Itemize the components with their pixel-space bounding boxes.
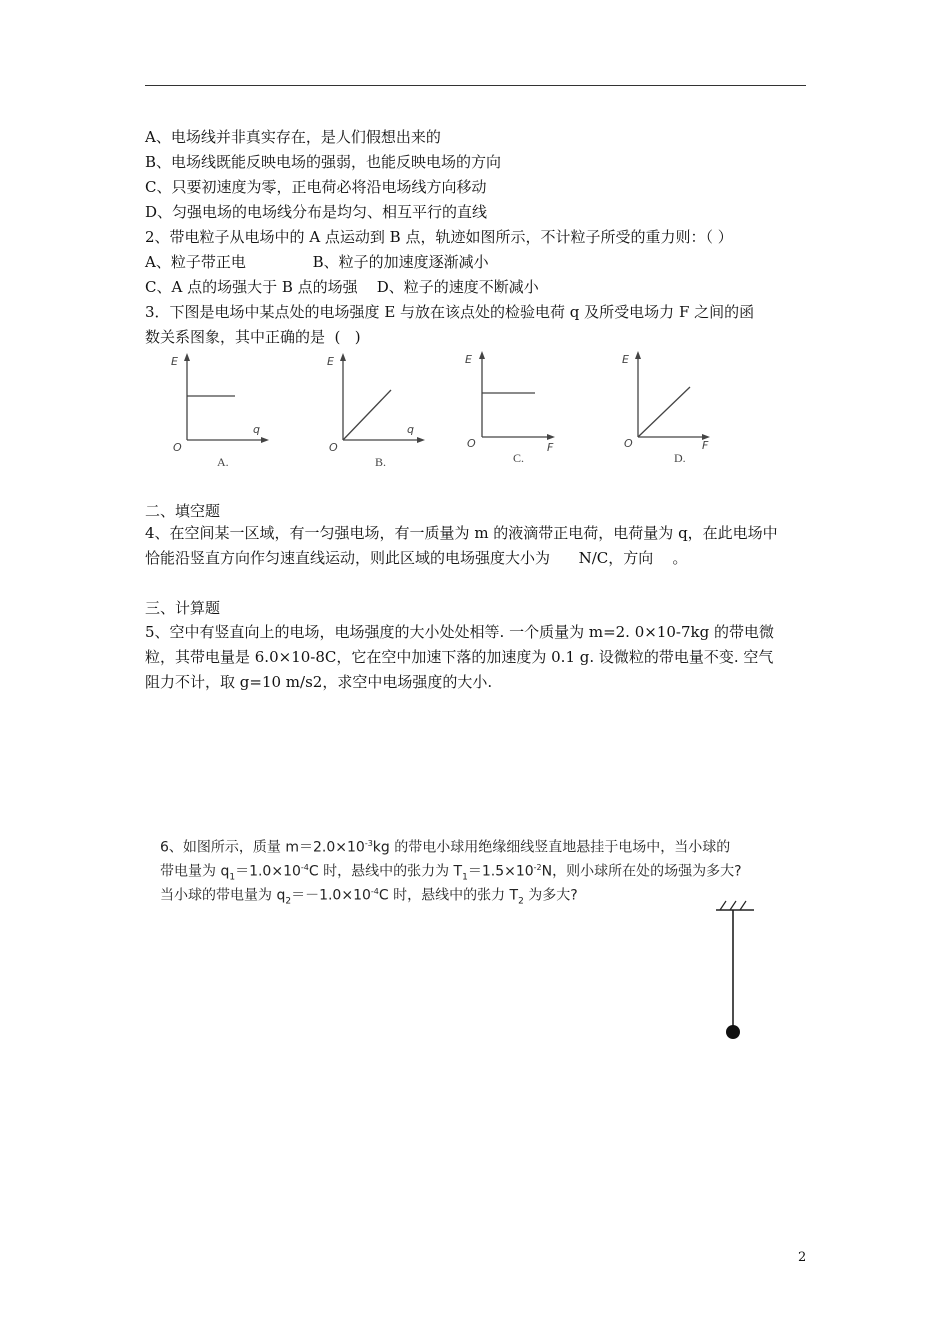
graph-a bbox=[165, 345, 285, 475]
graph-c bbox=[465, 345, 585, 475]
graph-b-xlabel: q bbox=[407, 423, 414, 436]
q2-stem: 2、带电粒子从电场中的 A 点运动到 B 点，轨迹如图所示，不计粒子所受的重力则：（ ） bbox=[145, 228, 733, 246]
charged-ball bbox=[726, 1025, 740, 1039]
q4-text bbox=[145, 521, 810, 571]
ceiling-hatch bbox=[730, 901, 736, 910]
q1-option-d: D、匀强电场的电场线分布是均匀、相互平行的直线 bbox=[145, 203, 488, 221]
graph-d-xlabel: F bbox=[702, 439, 709, 452]
graph-b-ylabel: E bbox=[327, 355, 334, 368]
q3-stem-line1: 3．下图是电场中某点处的电场强度 E 与放在该点处的检验电荷 q 及所受电场力 F 之间的函 bbox=[145, 303, 755, 321]
graph-b-caption: B. bbox=[375, 455, 387, 469]
section-fill-in-title: 二、填空题 bbox=[145, 502, 221, 520]
q5-line2: 粒，其带电量是 6.0×10-8C，它在空中加速下落的加速度为 0.1 g. 设微粒的带电量不变. 空气 bbox=[145, 648, 774, 666]
graph-b-curve bbox=[343, 390, 391, 440]
page-number: 2 bbox=[798, 1250, 807, 1265]
q1-option-c: C、只要初速度为零，正电荷必将沿电场线方向移动 bbox=[145, 178, 487, 196]
header-rule bbox=[145, 85, 806, 86]
graph-a-origin: O bbox=[173, 441, 182, 454]
graph-c-ylabel: E bbox=[465, 353, 472, 366]
q5-text bbox=[145, 620, 810, 695]
q2-options-row2: C、A 点的场强大于 B 点的场强 D、粒子的速度不断减小 bbox=[145, 278, 539, 296]
graph-a-caption: A. bbox=[217, 455, 229, 469]
q6-line1: 6、如图所示，质量 $m=2.0\times 10^{-3}kg$ 的带电小球用绝缘细线竖直地悬挂于电场中，当小球的 bbox=[160, 839, 731, 856]
graph-a-ylabel: E bbox=[171, 355, 178, 368]
graph-b-origin: O bbox=[329, 441, 338, 454]
graph-a-xlabel: q bbox=[253, 423, 260, 436]
q3-graph-set bbox=[150, 345, 730, 475]
ceiling-hatch bbox=[720, 901, 726, 910]
q5-line1: 5、空中有竖直向上的电场，电场强度的大小处处相等. 一个质量为 m=2. 0×10-7kg 的带电微 bbox=[145, 623, 774, 641]
graph-b bbox=[325, 345, 445, 475]
ceiling-hatch bbox=[740, 901, 746, 910]
graph-d-curve bbox=[638, 387, 690, 437]
section-calc-title: 三、计算题 bbox=[145, 599, 221, 617]
graph-d-ylabel: E bbox=[622, 353, 629, 366]
graph-c-caption: C. bbox=[513, 451, 525, 465]
q2-options-row1: A、粒子带正电 B、粒子的加速度逐渐减小 bbox=[145, 253, 489, 271]
graph-d bbox=[620, 345, 740, 475]
graph-c-axes bbox=[465, 345, 585, 475]
pendulum-diagram bbox=[700, 898, 770, 1048]
graph-c-origin: O bbox=[467, 437, 476, 450]
q6-line3: 当小球的带电量为 $q_2=-1.0\times 10^{-4}C$ 时，悬线中的张力 $T_2$ 为多大? bbox=[160, 887, 578, 907]
graph-c-xlabel: F bbox=[547, 441, 554, 454]
graph-d-origin: O bbox=[624, 437, 633, 450]
q3-stem-line2: 数关系图象，其中正确的是 ( ) bbox=[145, 328, 361, 346]
q1-option-a: A、电场线并非真实存在，是人们假想出来的 bbox=[145, 128, 441, 146]
graph-d-caption: D. bbox=[674, 451, 686, 465]
q4-line2: 恰能沿竖直方向作匀速直线运动，则此区域的电场强度大小为 N/C，方向 。 bbox=[145, 549, 688, 567]
q5-line3: 阻力不计，取 g=10 m/s2，求空中电场强度的大小. bbox=[145, 673, 493, 691]
q6-line2: 带电量为 $q_1=1.0\times 10^{-4}C$ 时，悬线中的张力为 $T_1=1.5\times 10^{-2}N$，则小球所在处的场强为多大? bbox=[160, 863, 742, 883]
q1-option-b: B、电场线既能反映电场的强弱，也能反映电场的方向 bbox=[145, 153, 502, 171]
q4-line1: 4、在空间某一区域，有一匀强电场，有一质量为 m 的液滴带正电荷，电荷量为 q，在此电场中 bbox=[145, 524, 778, 542]
